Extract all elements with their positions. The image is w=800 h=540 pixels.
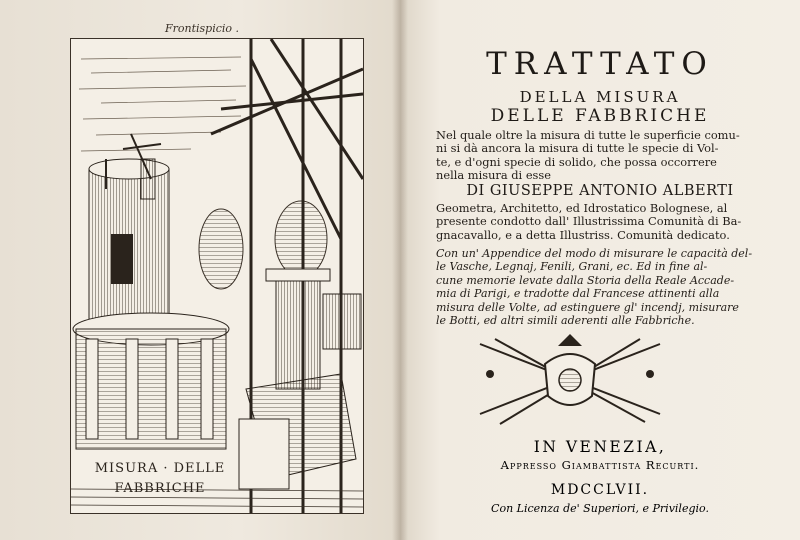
description-line: nella misura di esse <box>436 168 551 183</box>
publication-year: MDCCLVII. <box>550 482 650 498</box>
plate-title-line: MISURA · DELLE <box>94 461 226 476</box>
imprint-city: IN VENEZIA, <box>533 438 667 456</box>
appendix-line: le Botti, ed altri simili aderenti alle Fabbriche. <box>436 314 695 328</box>
book-title: TRATTATO <box>486 46 714 82</box>
frontispiece-caption: Frontispicio . <box>165 22 240 35</box>
engraving-illustration <box>71 39 363 513</box>
appendix-line: cune memorie levate dalla Storia della Reale Accade- <box>436 273 735 287</box>
author-desc-line: gnacavallo, e a detta Illustriss. Comunità dedicato. <box>436 227 730 242</box>
author-description <box>436 202 764 242</box>
plate-title <box>85 459 235 499</box>
frontispiece-engraving <box>70 38 364 514</box>
description-paragraph <box>436 129 764 183</box>
imprint-printer: Appresso Giambattista Recurti. <box>500 458 700 472</box>
book-subtitle-1: DELLA MISURA <box>519 88 681 106</box>
trophy-ornament <box>470 334 670 426</box>
plate-title-line: FABBRICHE <box>114 481 206 496</box>
description-line: ni si dà ancora la misura di tutte le specie di Vol- <box>436 141 719 156</box>
licence-line: Con Licenza de' Superiori, e Privilegio. <box>491 502 709 515</box>
appendix-line: misura delle Volte, ad estinguere gl' incendj, misurare <box>436 300 739 314</box>
appendix-line: Con un' Appendice del modo di misurare le capacità del- <box>436 247 753 260</box>
appendix-line: mia di Parigi, e tradotte dal Francese attinenti alla <box>436 287 720 301</box>
book-subtitle-2: DELLE FABBRICHE <box>490 106 710 126</box>
appendix-paragraph <box>436 247 764 327</box>
description-line: te, e d'ogni specie di solido, che possa occorrere <box>436 154 717 169</box>
author-name: DI GIUSEPPE ANTONIO ALBERTI <box>466 183 734 199</box>
author-desc-line: presente condotto dall' Illustrissima Comunità di Ba- <box>436 214 742 229</box>
author-desc-line: Geometra, Architetto, ed Idrostatico Bolognese, al <box>436 201 728 215</box>
appendix-line: le Vasche, Legnaj, Fenili, Grani, ec. Ed in fine al- <box>436 260 708 274</box>
description-line: Nel quale oltre la misura di tutte le superficie comu- <box>436 128 740 142</box>
